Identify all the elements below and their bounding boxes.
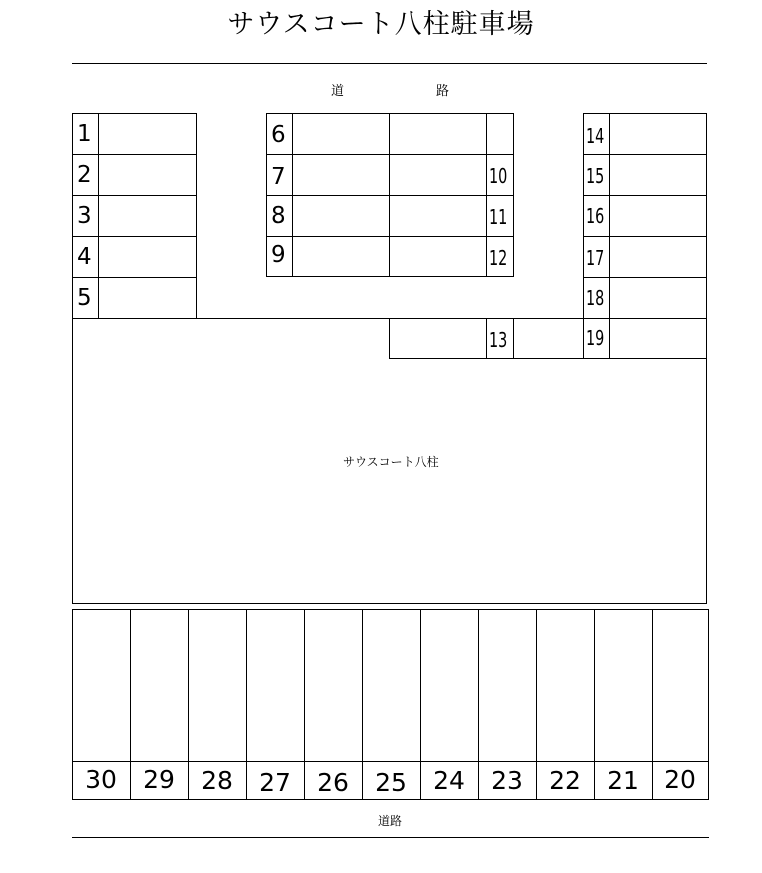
space-number-10: 10 (489, 164, 508, 188)
space-number-24: 24 (433, 766, 465, 795)
space-number-7: 7 (271, 164, 286, 190)
space-number-16: 16 (586, 204, 605, 228)
space-number-18: 18 (586, 286, 605, 310)
road-label-bottom: 道路 (378, 814, 403, 828)
space-number-13: 13 (489, 328, 508, 352)
space-number-6: 6 (271, 122, 286, 148)
space-number-28: 28 (201, 766, 233, 795)
road-label-top-2: 路 (436, 84, 450, 99)
space-number-19: 19 (586, 326, 605, 350)
space-number-22: 22 (549, 766, 581, 795)
space-number-15: 15 (586, 164, 605, 188)
space-number-11: 11 (489, 205, 508, 229)
page-title: サウスコート八柱駐車場 (227, 9, 535, 40)
space-number-23: 23 (491, 766, 523, 795)
space-number-25: 25 (375, 768, 407, 797)
lot-label: サウスコート八柱 (343, 455, 439, 469)
space-number-29: 29 (143, 765, 175, 794)
space-number-9: 9 (271, 242, 286, 268)
space-number-20: 20 (664, 765, 696, 794)
space-number-8: 8 (271, 203, 286, 229)
space-number-12: 12 (489, 246, 508, 270)
space-number-2: 2 (77, 162, 92, 188)
space-number-30: 30 (85, 765, 117, 794)
space-number-14: 14 (586, 124, 605, 148)
space-number-1: 1 (77, 121, 92, 147)
space-number-27: 27 (259, 768, 291, 797)
space-number-21: 21 (607, 766, 639, 795)
road-line-bottom (72, 837, 709, 838)
space-number-3: 3 (77, 203, 92, 229)
space-number-17: 17 (586, 246, 605, 270)
space-number-5: 5 (77, 285, 92, 311)
road-label-top-1: 道 (331, 84, 345, 99)
space-number-4: 4 (77, 244, 92, 270)
space-number-26: 26 (317, 768, 349, 797)
